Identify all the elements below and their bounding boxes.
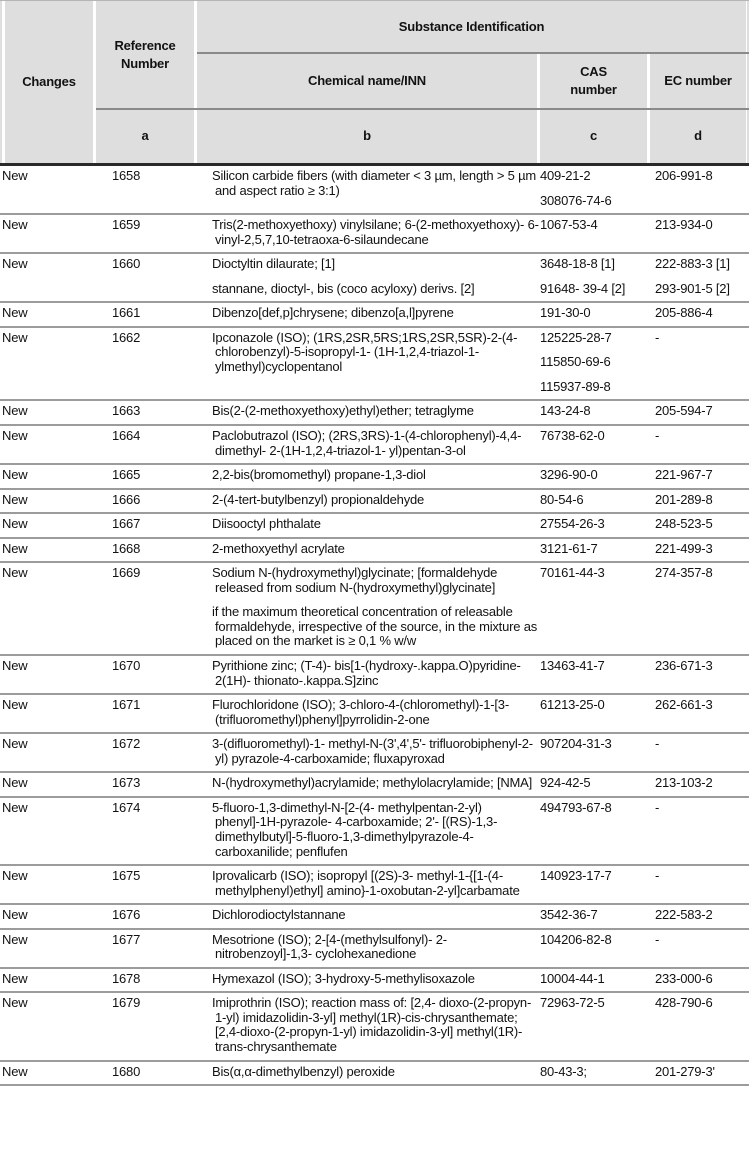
text-line: 1660 [112,256,141,272]
text-line: New [2,931,28,947]
cell-reference-number [96,331,197,395]
text-line: Ipconazole (ISO); (1RS,2SR,5RS;1RS,2SR,5SR)-2-(4-chlorobenzyl)-5-isopropyl-1- (1H-1,2,4-triazol-1-ylmethyl)cyclopentanol [212,329,518,374]
cell-cas-number [540,306,650,321]
text-line: New [2,565,28,581]
col-letter-b: b [197,109,537,163]
cell-reference-number [96,1065,197,1080]
text-line: 308076-74-6 [540,192,612,208]
text-line: New [2,775,28,791]
cell-cas-number [540,996,650,1054]
cell-cas-number [540,908,650,923]
text-line: 428-790-6 [655,995,713,1011]
cell-chemical-name [197,1065,540,1080]
text-line: 1676 [112,907,141,923]
cell-reference-number [96,257,197,296]
text-line: 104206-82-8 [540,931,612,947]
text-line: 1672 [112,736,141,752]
table-row [0,734,749,773]
col-letter-a: a [96,109,194,163]
table-row [0,514,749,539]
table-row [0,401,749,426]
cell-ec-number [650,801,749,859]
text-line: 2-(4-tert-butylbenzyl) propionaldehyde [212,491,425,507]
text-line: New [2,1063,28,1079]
table-row [0,969,749,994]
table-header [0,0,749,166]
text-line: stannane, dioctyl-, bis (coco acyloxy) derivs. [2] [212,280,475,296]
cell-ec-number [650,218,749,247]
cell-changes [0,493,96,508]
cell-ec-number [650,776,749,791]
text-line: Iprovalicarb (ISO); isopropyl [(2S)-3- methyl-1-{[1-(4- methylphenyl)ethyl] amino}-1-oxobutan-2-yl]carbamate [212,868,520,898]
table-row [0,656,749,695]
text-line: 222-583-2 [655,907,713,923]
cell-changes [0,404,96,419]
col-header-cas-number-label: CAS number [570,64,617,97]
cell-chemical-name [197,776,540,791]
cell-changes [0,776,96,791]
text-line: New [2,697,28,713]
table-body [0,166,749,1086]
text-line: 907204-31-3 [540,736,612,752]
cell-chemical-name [197,737,540,766]
cell-ec-number [650,404,749,419]
col-header-reference-number [96,1,194,109]
cell-ec-number [650,869,749,898]
cell-changes [0,331,96,395]
col-header-chemical-name-label: Chemical name/INN [308,73,426,89]
cell-changes [0,1065,96,1080]
text-line: Flurochloridone (ISO); 3-chloro-4-(chloromethyl)-1-[3-(trifluoromethyl)phenyl]pyrrolidin-2-one [212,697,509,727]
cell-changes [0,257,96,296]
cell-changes [0,908,96,923]
cell-cas-number [540,737,650,766]
text-line: New [2,540,28,556]
cell-cas-number [540,1065,650,1080]
table-row [0,490,749,515]
cell-cas-number [540,933,650,962]
cell-cas-number [540,169,650,208]
text-line: 274-357-8 [655,565,713,581]
text-line: New [2,403,28,419]
text-line: 233-000-6 [655,970,713,986]
text-line: 1664 [112,428,141,444]
text-line: 1665 [112,467,141,483]
cell-changes [0,933,96,962]
cell-ec-number [650,908,749,923]
text-line: Sodium N-(hydroxymethyl)glycinate; [formaldehyde released from sodium N-(hydroxymethyl)glycinate] [212,565,498,595]
text-line: 125225-28-7 [540,329,612,345]
text-line: 1671 [112,697,141,713]
cell-reference-number [96,493,197,508]
cell-reference-number [96,776,197,791]
cell-changes [0,429,96,458]
text-line: 13463-41-7 [540,658,605,674]
text-line: 409-21-2 [540,168,591,183]
text-line: 924-42-5 [540,775,591,791]
text-line: - [655,329,660,345]
text-line: 1670 [112,658,141,674]
col-header-reference-number-label: Reference Number [114,38,176,71]
cell-chemical-name [197,331,540,395]
cell-ec-number [650,566,749,649]
text-line: New [2,995,28,1011]
cell-reference-number [96,869,197,898]
col-header-ec-number-label: EC number [664,73,732,89]
text-line: Bis(2-(2-methoxyethoxy)ethyl)ether; tetraglyme [212,403,474,419]
text-line: 205-886-4 [655,305,713,321]
cell-cas-number [540,468,650,483]
cell-changes [0,698,96,727]
cell-cas-number [540,659,650,688]
col-header-ec-number [650,53,746,109]
text-line: 293-901-5 [2] [655,280,730,296]
col-header-chemical-name [197,53,537,109]
text-line: 1067-53-4 [540,217,598,233]
col-letter-c: c [540,109,647,163]
cell-reference-number [96,306,197,321]
col-header-changes [5,1,93,163]
cell-changes [0,306,96,321]
table-row [0,798,749,866]
text-line: - [655,736,660,752]
text-line: 1659 [112,217,141,233]
text-line: 10004-44-1 [540,970,605,986]
text-line: New [2,491,28,507]
header-divider-substance [197,52,749,54]
text-line: 5-fluoro-1,3-dimethyl-N-[2-(4- methylpentan-2-yl) phenyl]-1H-pyrazole- 4-carboxamide; 2'- [(RS)-1,3-dimethylbutyl]-5-fluoro-1,3-dimethylpyrazole-4-carboxanilide; penflufen [212,799,498,859]
cell-cas-number [540,972,650,987]
text-line: Dibenzo[def,p]chrysene; dibenzo[a,l]pyrene [212,305,454,321]
text-line: - [655,868,660,884]
text-line: New [2,658,28,674]
text-line: 248-523-5 [655,516,713,532]
text-line: 70161-44-3 [540,565,605,581]
text-line: 1677 [112,931,141,947]
cell-changes [0,517,96,532]
text-line: 1669 [112,565,141,581]
cell-changes [0,468,96,483]
cell-reference-number [96,908,197,923]
text-line: 1662 [112,329,141,345]
cell-cas-number [540,331,650,395]
cell-cas-number [540,698,650,727]
page-bottom-margin [0,1086,749,1097]
cell-chemical-name [197,996,540,1054]
cell-chemical-name [197,566,540,649]
cell-changes [0,801,96,859]
cell-changes [0,869,96,898]
cell-changes [0,566,96,649]
text-line: 140923-17-7 [540,868,612,884]
cell-reference-number [96,801,197,859]
cell-ec-number [650,933,749,962]
cell-cas-number [540,869,650,898]
col-header-substance-identification-label: Substance Identification [398,19,545,35]
text-line: 236-671-3 [655,658,713,674]
text-line: 201-289-8 [655,491,713,507]
text-line: 3296-90-0 [540,467,598,483]
text-line: Imiprothrin (ISO); reaction mass of: [2,4- dioxo-(2-propyn-1-yl) imidazolidin-3-yl] methyl(1R)-cis-chrysanthemate; [2,4-dioxo-(2-propyn-1-yl) imidazolidin-3-yl] methyl(1R)-trans-chrysanthemate [212,995,532,1054]
text-line: - [655,931,660,947]
cell-ec-number [650,257,749,296]
cell-chemical-name [197,698,540,727]
text-line: New [2,868,28,884]
cell-chemical-name [197,542,540,557]
text-line: New [2,217,28,233]
cell-changes [0,972,96,987]
cell-chemical-name [197,218,540,247]
text-line: 2-methoxyethyl acrylate [212,540,345,556]
table-row [0,930,749,969]
text-line: 262-661-3 [655,697,713,713]
text-line: 1679 [112,995,141,1011]
header-divider-columns [96,108,749,110]
table-row [0,166,749,215]
text-line: 1678 [112,970,141,986]
cell-chemical-name [197,908,540,923]
cell-chemical-name [197,169,540,208]
text-line: N-(hydroxymethyl)acrylamide; methylolacrylamide; [NMA] [212,775,533,791]
cell-changes [0,996,96,1054]
table-row [0,695,749,734]
cell-reference-number [96,566,197,649]
cell-reference-number [96,429,197,458]
cell-reference-number [96,218,197,247]
cell-chemical-name [197,468,540,483]
text-line: 201-279-3' [655,1063,715,1079]
cell-ec-number [650,1065,749,1080]
cell-cas-number [540,776,650,791]
table-row [0,1062,749,1087]
cell-chemical-name [197,306,540,321]
cell-reference-number [96,737,197,766]
cell-cas-number [540,257,650,296]
text-line: 205-594-7 [655,403,713,419]
text-line: New [2,907,28,923]
text-line: 1680 [112,1063,141,1079]
table-row [0,215,749,254]
text-line: 80-54-6 [540,491,584,507]
cell-chemical-name [197,493,540,508]
cell-ec-number [650,331,749,395]
text-line: Silicon carbide fibers (with diameter < 3 µm, length > 5 µm and aspect ratio ≥ 3:1) [212,168,536,198]
table-row [0,426,749,465]
text-line: 3648-18-8 [1] [540,256,615,272]
text-line: New [2,168,28,183]
text-line: Bis(α,α-dimethylbenzyl) peroxide [212,1063,395,1079]
text-line: 115850-69-6 [540,354,611,370]
text-line: New [2,736,28,752]
text-line: New [2,329,28,345]
text-line: Paclobutrazol (ISO); (2RS,3RS)-1-(4-chlorophenyl)-4,4-dimethyl- 2-(1H-1,2,4-triazol-1- yl)pentan-3-ol [212,428,522,458]
text-line: 91648- 39-4 [2] [540,280,626,296]
text-line: New [2,428,28,444]
text-line: 1666 [112,491,141,507]
header-edge-left [0,1,2,163]
text-line: 1658 [112,168,141,183]
text-line: 3121-61-7 [540,540,598,556]
table-row [0,465,749,490]
col-letter-d: d [650,109,746,163]
cell-reference-number [96,996,197,1054]
cell-cas-number [540,429,650,458]
cell-chemical-name [197,517,540,532]
cell-changes [0,169,96,208]
text-line: 80-43-3; [540,1063,587,1079]
cell-ec-number [650,737,749,766]
cell-cas-number [540,404,650,419]
text-line: 61213-25-0 [540,697,605,713]
cell-ec-number [650,659,749,688]
cell-reference-number [96,933,197,962]
text-line: 213-103-2 [655,775,713,791]
text-line: New [2,467,28,483]
text-line: 3-(difluoromethyl)-1- methyl-N-(3',4',5'- trifluorobiphenyl-2-yl) pyrazole-4-carboxamide; fluxapyroxad [212,736,533,766]
text-line: - [655,799,660,815]
text-line: 1675 [112,868,141,884]
text-line: 72963-72-5 [540,995,605,1011]
cell-changes [0,218,96,247]
text-line: Mesotrione (ISO); 2-[4-(methylsulfonyl)- 2-nitrobenzoyl]-1,3- cyclohexanedione [212,931,447,962]
cell-reference-number [96,404,197,419]
text-line: Dioctyltin dilaurate; [1] [212,256,335,272]
cell-ec-number [650,972,749,987]
cell-ec-number [650,429,749,458]
cell-reference-number [96,698,197,727]
cell-ec-number [650,517,749,532]
table-row [0,539,749,564]
text-line: 213-934-0 [655,217,713,233]
text-line: Diisooctyl phthalate [212,516,321,532]
col-header-changes-label: Changes [22,74,76,90]
text-line: 2,2-bis(bromomethyl) propane-1,3-diol [212,467,426,483]
text-line: New [2,256,28,272]
text-line: 222-883-3 [1] [655,256,730,272]
text-line: Dichlorodioctylstannane [212,907,346,923]
cell-chemical-name [197,801,540,859]
cell-reference-number [96,169,197,208]
cell-cas-number [540,517,650,532]
text-line: 1661 [112,305,141,321]
cell-chemical-name [197,659,540,688]
text-line: 191-30-0 [540,305,591,321]
text-line: 1663 [112,403,141,419]
cell-changes [0,542,96,557]
text-line: 494793-67-8 [540,799,612,815]
cell-ec-number [650,306,749,321]
text-line: New [2,305,28,321]
text-line: 143-24-8 [540,403,591,419]
table-row [0,303,749,328]
cell-chemical-name [197,257,540,296]
text-line: 1667 [112,516,141,532]
table-row [0,905,749,930]
cell-ec-number [650,468,749,483]
cell-changes [0,659,96,688]
text-line: 115937-89-8 [540,378,611,394]
text-line: 27554-26-3 [540,516,605,532]
text-line: New [2,516,28,532]
text-line: - [655,428,660,444]
cell-cas-number [540,542,650,557]
cell-reference-number [96,517,197,532]
text-line: 76738-62-0 [540,428,605,444]
text-line: New [2,799,28,815]
cell-ec-number [650,698,749,727]
col-header-substance-identification [197,1,746,53]
table-row [0,866,749,905]
cell-chemical-name [197,869,540,898]
text-line: 221-967-7 [655,467,713,483]
text-line: 1668 [112,540,141,556]
text-line: New [2,970,28,986]
text-line: 3542-36-7 [540,907,598,923]
text-line: Tris(2-methoxyethoxy) vinylsilane; 6-(2-methoxyethoxy)- 6-vinyl-2,5,7,10-tetraoxa-6-silaundecane [212,217,539,247]
cell-cas-number [540,218,650,247]
cell-ec-number [650,996,749,1054]
text-line: 1674 [112,799,141,815]
table-row [0,328,749,402]
cell-chemical-name [197,933,540,962]
cell-reference-number [96,468,197,483]
text-line: if the maximum theoretical concentration of releasable formaldehyde, irrespective of the source, in the mixture as placed on the market is ≥ 0,1 % w/w [212,604,538,649]
text-line: 221-499-3 [655,540,713,556]
cell-chemical-name [197,429,540,458]
cell-ec-number [650,169,749,208]
cell-cas-number [540,493,650,508]
text-line: Pyrithione zinc; (T-4)- bis[1-(hydroxy-.kappa.O)pyridine-2(1H)- thionato-.kappa.S]zinc [212,658,521,688]
cell-cas-number [540,566,650,649]
cell-changes [0,737,96,766]
cell-cas-number [540,801,650,859]
text-line: Hymexazol (ISO); 3-hydroxy-5-methylisoxazole [212,970,475,986]
table-row [0,773,749,798]
col-header-cas-number [540,53,647,109]
cell-reference-number [96,542,197,557]
cell-ec-number [650,542,749,557]
cell-reference-number [96,972,197,987]
table-row [0,563,749,656]
text-line: 1673 [112,775,141,791]
cell-reference-number [96,659,197,688]
cell-chemical-name [197,972,540,987]
table-row [0,254,749,303]
table-row [0,993,749,1061]
cell-chemical-name [197,404,540,419]
cell-ec-number [650,493,749,508]
text-line: 206-991-8 [655,168,713,183]
